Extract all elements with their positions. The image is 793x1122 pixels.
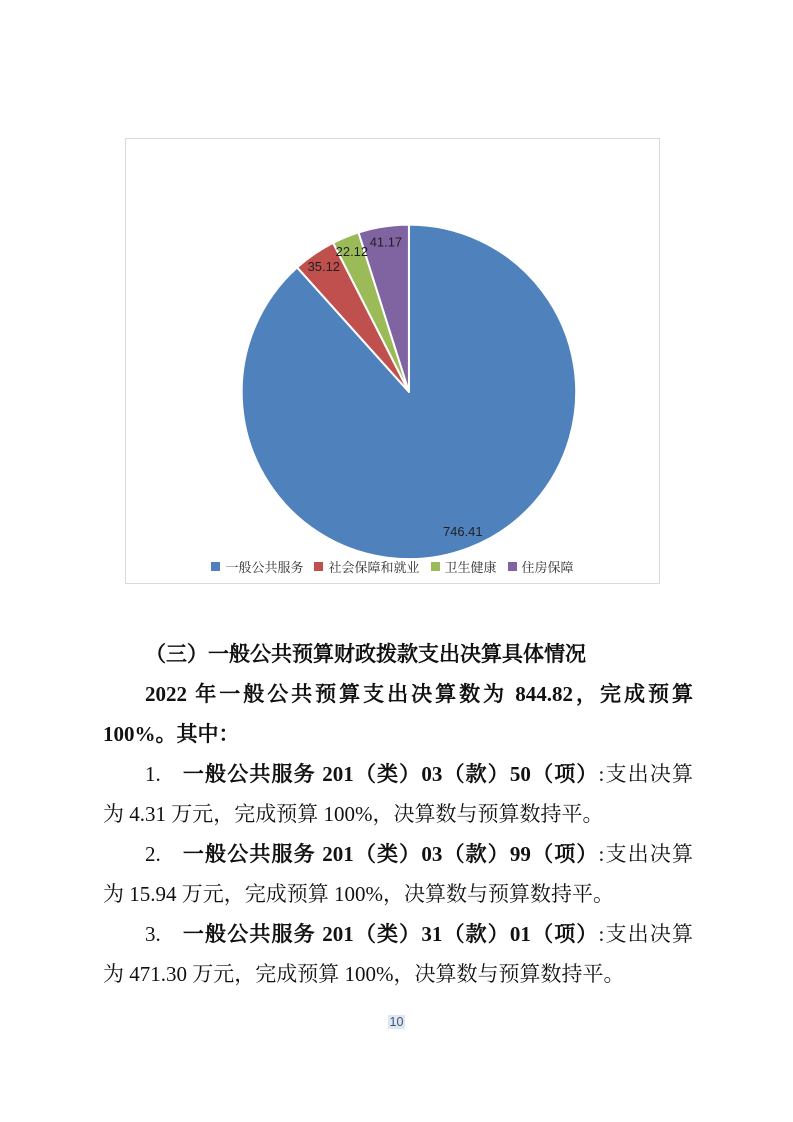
legend-item-1: [314, 557, 419, 576]
legend-item-2: [431, 557, 497, 576]
item-3-line-1: [103, 914, 693, 954]
text-segment: 2.: [145, 842, 182, 866]
legend-item-3: [508, 557, 574, 576]
legend-label: 社会保障和就业: [328, 560, 420, 575]
para-summary-line-1: [103, 674, 693, 714]
legend-label: 住房保障: [521, 560, 574, 575]
text-segment: 为 15.94 万元，完成预算 100%，决算数与预算数持平。: [103, 882, 614, 906]
item-1-line-1: [103, 754, 693, 794]
text-segment: :支出决算: [598, 922, 693, 946]
text-segment-bold: 一般公共服务 201（类）31（款）01（项）: [181, 922, 599, 946]
legend-swatch-icon: [431, 562, 440, 571]
pie-chart: [126, 139, 659, 583]
legend-label: 卫生健康: [444, 560, 497, 575]
text-segment-bold: 一般公共服务 201（类）03（款）50（项）: [181, 762, 599, 786]
pie-data-label-0: 746.41: [442, 523, 483, 539]
text-segment-bold: 2022 年一般公共预算支出决算数为 844.82，完成预算: [145, 682, 693, 706]
item-3-line-2: [103, 954, 693, 994]
legend-label: 一般公共服务: [225, 560, 304, 575]
item-1-line-2: [103, 794, 693, 834]
legend-swatch-icon: [314, 562, 323, 571]
pie-data-label-2: 22.12: [335, 244, 369, 260]
legend-swatch-icon: [211, 562, 220, 571]
para-summary-line-2: [103, 714, 693, 754]
body-text: [103, 634, 693, 994]
pie-data-label-3: 41.17: [369, 234, 403, 250]
chart-legend: [126, 557, 659, 576]
text-segment: 为 4.31 万元，完成预算 100%，决算数与预算数持平。: [103, 802, 604, 826]
text-segment: 1.: [145, 762, 182, 786]
legend-item-0: [211, 557, 303, 576]
text-segment: 为 471.30 万元，完成预算 100%，决算数与预算数持平。: [103, 962, 625, 986]
text-segment: :支出决算: [598, 762, 693, 786]
item-2-line-1: [103, 834, 693, 874]
pie-data-label-1: 35.12: [307, 259, 341, 275]
text-segment-bold: （三）一般公共预算财政拨款支出决算具体情况: [145, 642, 586, 666]
footer: [0, 1013, 793, 1031]
legend-swatch-icon: [508, 562, 517, 571]
pie-chart-panel: [125, 138, 660, 584]
text-segment: 3.: [145, 922, 182, 946]
page-number: 10: [389, 1015, 404, 1029]
section-heading: [103, 634, 693, 674]
text-segment-bold: 100%。其中：: [103, 722, 240, 746]
item-2-line-2: [103, 874, 693, 914]
text-segment-bold: 一般公共服务 201（类）03（款）99（项）: [181, 842, 599, 866]
text-segment: :支出决算: [598, 842, 693, 866]
